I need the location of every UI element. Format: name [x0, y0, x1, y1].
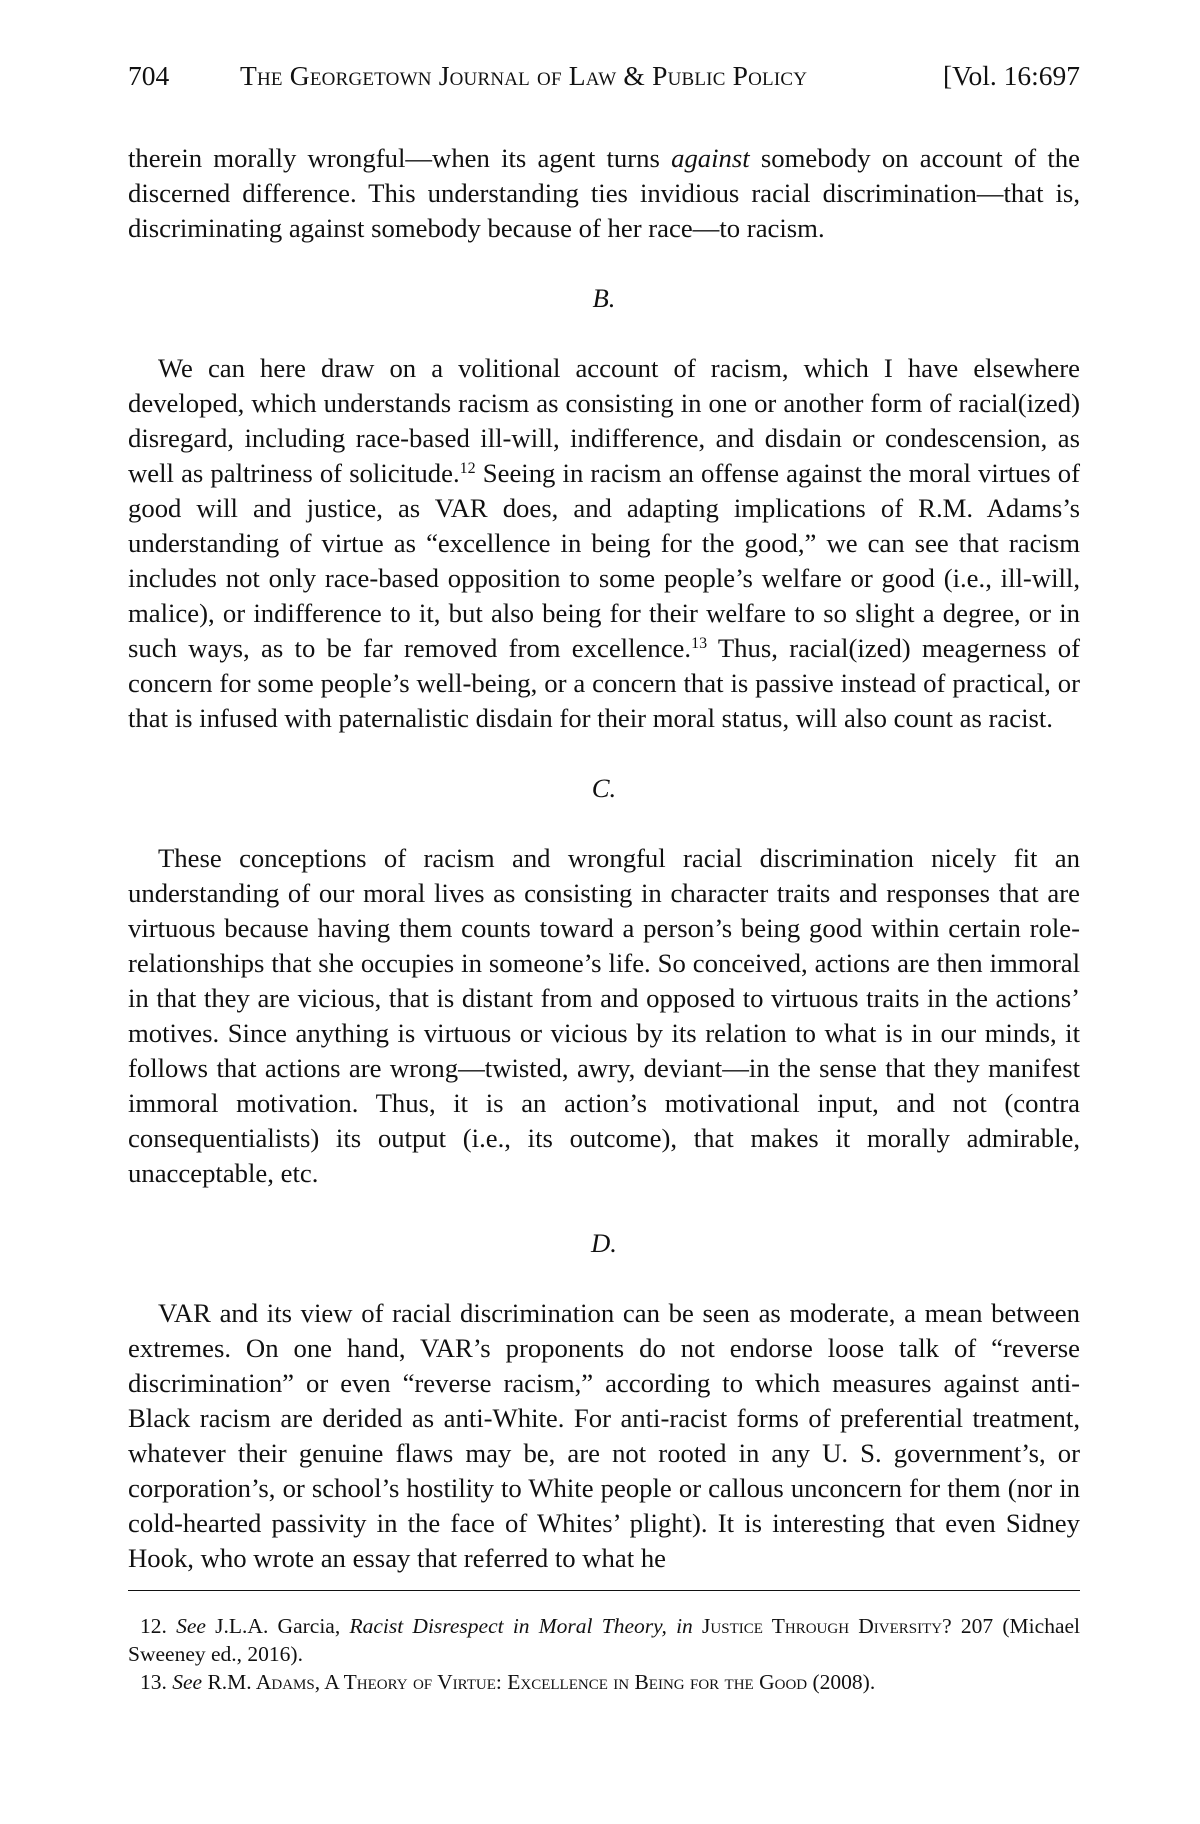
section-d-heading: D. [591, 1228, 617, 1258]
section-c-paragraph: These conceptions of racism and wrongful racial discrimination nicely fit an understanding of our moral lives as consisting in character traits and responses that are virtuous because having them counts toward a person’s being good within certain role-relationships that she occupies in someone’s life. So conceived, actions are then immoral in that they are vicious, that is distant from and opposed to virtuous traits in the actions’ motives. Since anything is virtuous or vicious by its relation to what is in our minds, it follows that actions are wrong—twisted, awry, deviant—in the sense that they manifest immoral motivation. Thus, it is an action’s motivational input, and not (contra consequentialists) its output (i.e., its outcome), that makes it morally admirable, unacceptable, etc. [128, 843, 1080, 1188]
footnote-book-title: R.M. Adams, A Theory of Virtue: Excellence in Being for the Good [207, 1670, 808, 1694]
section-b-text-3: Thus, racial(ized) meagerness of concern for some people’s well-being, or a concern that is passive instead of practical, or that is infused with paternalistic disdain for their moral status, will also count as racist. [128, 633, 1080, 733]
footnote-pinpoint: 207 (Michael Sweeney ed., 2016). [128, 1614, 1080, 1666]
section-b-text-1: We can here draw on a volitional account of racism, which I have elsewhere developed, which understands racism as consisting in one or another form of racial(ized) disregard, including race-based ill-will, indifference, and disdain or condescension, as well as paltriness of solicitude. [128, 353, 1080, 488]
footnote-ref-13[interactable]: 13 [691, 635, 708, 652]
footnote-ref-12[interactable]: 12 [459, 460, 476, 477]
journal-title: The Georgetown Journal of Law & Public Policy [240, 60, 808, 91]
section-b-heading: B. [592, 283, 616, 313]
section-b-text-2: Seeing in racism an offense against the moral virtues of good will and justice, as VAR does, and adapting implications of R.M. Adams’s understanding of virtue as “excellence in being for the good,” we can see that racism includes not only race-based opposition to some people’s welfare or good (i.e., ill-will, malice), or indifference to it, but also being for their welfare to so slight a degree, or in such ways, as to be far removed from excellence. [128, 458, 1080, 663]
footnote-author: J.L.A. Garcia, [205, 1614, 350, 1638]
footnote-book-title: Justice Through Diversity? [702, 1614, 952, 1638]
footnote-signal: See [172, 1670, 203, 1694]
page-number: 704 [128, 60, 170, 91]
footnote-article-title: Racist Disrespect in Moral Theory, in [349, 1614, 693, 1638]
footnote-12 [128, 1612, 1080, 1668]
running-header [128, 56, 1080, 96]
footnote-number: 13. [140, 1670, 167, 1694]
footnote-divider [128, 1590, 1080, 1591]
footnote-13 [128, 1668, 1080, 1696]
footnotes [128, 1612, 1080, 1696]
opening-emphasis: against [671, 143, 750, 173]
footnote-signal: See [176, 1614, 206, 1638]
opening-text-2: somebody on account of the discerned difference. This understanding ties invidious racial discrimination—that is, discriminating against somebody because of her race—to racism. [128, 143, 1080, 243]
section-d-paragraph: VAR and its view of racial discrimination can be seen as moderate, a mean between extremes. On one hand, VAR’s proponents do not endorse loose talk of “reverse discrimination” or even “reverse racism,” according to which measures against anti-Black racism are derided as anti-White. For anti-racist forms of preferential treatment, whatever their genuine flaws may be, are not rooted in any U. S. government’s, or corporation’s, or school’s hostility to White people or callous unconcern for them (nor in cold-hearted passivity in the face of Whites’ plight). It is interesting that even Sidney Hook, who wrote an essay that referred to what he [128, 1298, 1080, 1573]
section-c-heading: C. [591, 773, 617, 803]
opening-paragraph [128, 141, 1080, 246]
volume-citation: [Vol. 16:697 [942, 60, 1080, 91]
footnote-pinpoint: (2008). [807, 1670, 876, 1694]
section-b-paragraph [128, 351, 1080, 736]
opening-text-1: therein morally wrongful—when its agent turns [128, 143, 672, 173]
body-text [128, 141, 1080, 1576]
footnote-number: 12. [140, 1614, 167, 1638]
